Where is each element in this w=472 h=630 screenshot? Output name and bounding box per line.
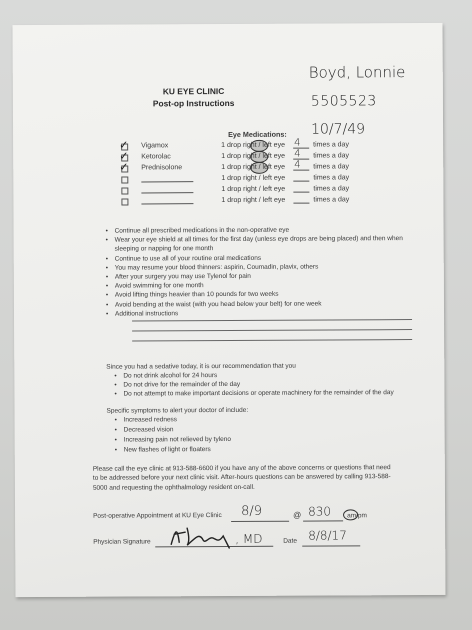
instruction-item: • Continue all prescribed medications in the non-operative eye [106,225,416,236]
appointment-time: 830 [308,504,331,519]
dose-instruction: 1 drop right / left eye [221,141,285,150]
times-value: 4 [294,159,301,171]
additional-instructions-line [132,319,412,321]
sedative-section [106,361,436,399]
symptom-item: • Decreased vision [115,424,437,436]
frequency-label: times a day [313,196,350,204]
symptom-item: • New flashes of light or floaters [115,444,437,456]
medication-row [113,174,433,186]
sedative-item: • Do not attempt to make important decisions or operate machinery for the remainder of the day [114,388,436,399]
frequency-label: times a day [313,141,349,149]
post-op-instructions-sheet [13,23,446,597]
instruction-item: • Avoid lifting things heavier than 10 pounds for two weeks [106,289,416,300]
times-blank [293,192,309,193]
sedative-lead: Since you had a sedative today, it is our recommendation that you [106,362,296,371]
eye-medications-header: Eye Medications: [228,129,287,140]
appointment-ampm: am/pm [347,512,367,520]
medication-name-blank [141,181,193,182]
additional-instructions-line [132,339,412,341]
medication-name-blank [141,192,193,193]
dose-instruction: 1 drop right / left eye [221,163,286,172]
medication-name: Ketorolac [141,153,171,161]
sedative-item: • Do not drive for the remainder of the day [114,379,436,390]
appointment-label: Post-operative Appointment at KU Eye Clinic [93,512,222,520]
dose-instruction: 1 drop right / left eye [221,174,286,183]
appointment-date: 8/9 [241,503,263,519]
signature-suffix: , MD [235,531,263,546]
times-blank [293,181,309,182]
medication-name: Prednisolone [141,164,183,172]
physician-signature [165,520,245,550]
appointment-time-line [303,520,343,521]
medication-checkbox [121,199,128,206]
medication-name-blank [141,203,193,204]
dose-instruction: 1 drop right / left eye [221,185,286,194]
patient-id: 5505523 [310,93,377,110]
frequency-label: times a day [313,163,350,171]
times-value: 4 [294,137,301,149]
medication-checkbox [121,177,128,184]
appointment-at-sign: @ [293,510,302,520]
medication-row [113,159,433,175]
sedative-item: • Do not drink alcohol for 24 hours [114,370,436,381]
frequency-label: times a day [313,152,350,160]
right-eye-circle-mark [250,162,268,174]
times-value: 4 [294,148,301,160]
dose-instruction: 1 drop right / left eye [221,196,286,205]
physician-signature-label: Physician Signature [93,538,151,546]
contact-paragraph: Please call the eye clinic at 913-588-6600 if you have any of the above concerns or questions that need to be addressed before your next clinic visit. After-hours questions can be answered by calling 913-588-5000 and requesting the ophthalmology resident on-call. [92,464,391,492]
instructions-list [106,225,416,319]
medication-checkbox [121,188,128,195]
instruction-item: • You may resume your blood thinners: aspirin, Coumadin, plavix, others [106,262,416,273]
instruction-item: • After your surgery you may use Tylenol for pain [106,271,416,282]
signature-date: 8/8/17 [308,528,347,543]
signature-date-line [302,545,360,546]
patient-name: Boyd, Lonnie [308,63,406,82]
symptom-item: • Increased redness [115,414,437,426]
medication-row [113,185,433,197]
frequency-label: times a day [313,185,350,193]
instruction-item: • Avoid swimming for one month [106,280,416,291]
symptom-item: • Increasing pain not relieved by tyleno [115,434,437,446]
instruction-item: • Wear your eye shield at all times for the first day (unless eye drops are being placed) and then when sleeping or napping for one month [106,234,416,254]
medication-row [113,196,433,208]
additional-instructions-label: • Additional instructions [106,308,416,319]
patient-dob: 10/7/49 [311,121,366,138]
medication-name: Vigamox [141,142,169,150]
checkmark-icon: ✓ [119,138,129,152]
instruction-item: • Continue to use all of your routine oral medications [106,253,416,264]
frequency-label: times a day [313,174,350,182]
times-blank [293,203,309,204]
instruction-item: • Avoid bending at the waist (with you head below your belt) for one week [106,299,416,310]
checkmark-icon: ✓ [119,149,129,163]
medication-row [113,137,433,153]
symptoms-lead: Specific symptoms to alert your doctor of include: [106,406,249,415]
additional-instructions-line [132,329,412,331]
dose-instruction: 1 drop right / left eye [221,152,286,161]
form-subtitle: Post-op Instructions [152,97,235,109]
signature-date-label: Date [283,537,297,545]
medication-row [113,148,433,164]
symptoms-section [107,405,437,456]
checkmark-icon: ✓ [119,160,129,174]
clinic-title: KU EYE CLINIC [162,86,225,97]
